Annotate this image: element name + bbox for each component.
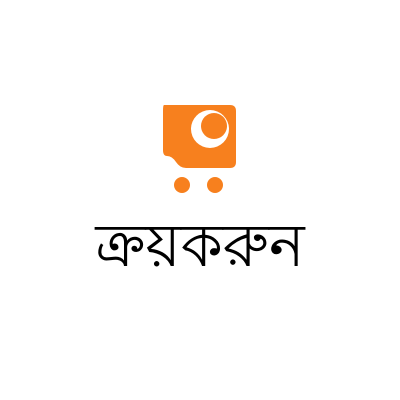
- brand-wordmark: ক্রয়করুন: [95, 211, 305, 281]
- shopping-cart-icon: [158, 100, 242, 196]
- cart-window-dot: [201, 113, 227, 139]
- cart-wheel-right: [207, 177, 223, 193]
- cart-wheel-left: [174, 177, 190, 193]
